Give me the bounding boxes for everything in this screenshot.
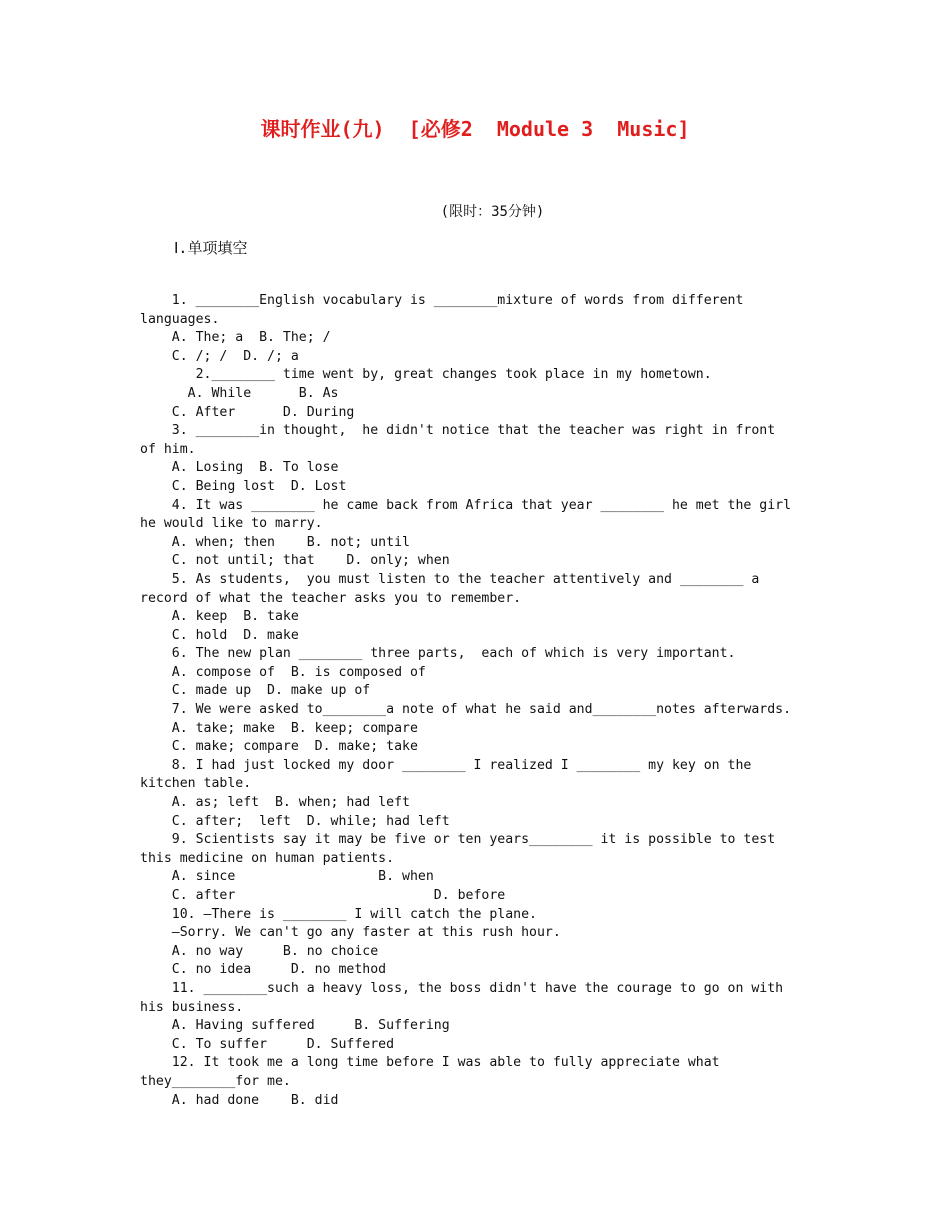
text-line: —Sorry. We can't go any faster at this rush hour. (140, 925, 561, 941)
text-line: 1. ________English vocabulary is ________mixture of words from different (140, 293, 744, 308)
page-title: 课时作业(九) [必修2 Module 3 Music] (260, 117, 690, 141)
text-line: 10. —There is ________ I will catch the plane. (140, 906, 537, 922)
text-line: record of what the teacher asks you to remember. (140, 590, 522, 606)
question-list (140, 292, 820, 1110)
text-line: A. compose of B. is composed of (140, 664, 426, 680)
text-line: A. when; then B. not; until (140, 534, 410, 550)
text-line: C. after; left D. while; had left (140, 813, 450, 829)
time-limit: (限时：35分钟) (440, 204, 545, 220)
text-line: of him. (140, 441, 196, 457)
text-line: C. /; / D. /; a (140, 348, 299, 364)
text-line: C. hold D. make (140, 627, 299, 643)
text-line: A. as; left B. when; had left (140, 795, 410, 811)
text-line: A. no way B. no choice (140, 943, 379, 959)
text-line: C. To suffer D. Suffered (140, 1036, 395, 1052)
text-line: kitchen table. (140, 776, 252, 792)
text-line: C. after D. before (140, 888, 506, 903)
section-heading: Ⅰ.单项填空 (174, 239, 248, 257)
text-line: C. Being lost D. Lost (140, 478, 347, 494)
text-line: 12. It took me a long time before I was able to fully appreciate what (140, 1055, 720, 1071)
text-line: A. Having suffered B. Suffering (140, 1018, 450, 1034)
text-line: A. Losing B. To lose (140, 460, 339, 476)
text-line: A. While B. As (140, 385, 339, 401)
text-line: 11. ________such a heavy loss, the boss didn't have the courage to go on with (140, 980, 784, 996)
text-line: this medicine on human patients. (140, 850, 395, 866)
text-line: C. no idea D. no method (140, 962, 387, 978)
text-line: A. since B. when (140, 869, 434, 885)
text-line: 2.________ time went by, great changes took place in my hometown. (140, 367, 712, 383)
text-line: C. made up D. make up of (140, 683, 371, 699)
text-line: 3. ________in thought, he didn't notice that the teacher was right in front (140, 423, 776, 439)
text-line: he would like to marry. (140, 516, 323, 532)
text-line: 8. I had just locked my door ________ I realized I ________ my key on the (140, 757, 752, 773)
text-line: languages. (140, 311, 220, 327)
text-line: his business. (140, 999, 244, 1015)
text-line: 5. As students, you must listen to the teacher attentively and ________ a (140, 571, 760, 587)
text-line: A. had done B. did (140, 1092, 339, 1108)
text-line: 7. We were asked to________a note of what he said and________notes afterwards. (140, 702, 792, 718)
text-line: A. keep B. take (140, 609, 299, 625)
text-line: 6. The new plan ________ three parts, each of which is very important. (140, 646, 736, 662)
text-line: A. The; a B. The; / (140, 330, 331, 346)
text-line: 4. It was ________ he came back from Africa that year ________ he met the girl (140, 497, 792, 513)
text-line: C. make; compare D. make; take (140, 739, 418, 755)
text-line: they________for me. (140, 1073, 291, 1089)
text-line: 9. Scientists say it may be five or ten years________ it is possible to test (140, 832, 776, 848)
text-line: C. After D. During (140, 404, 355, 420)
text-line: A. take; make B. keep; compare (140, 720, 418, 736)
text-line: C. not until; that D. only; when (140, 553, 450, 569)
